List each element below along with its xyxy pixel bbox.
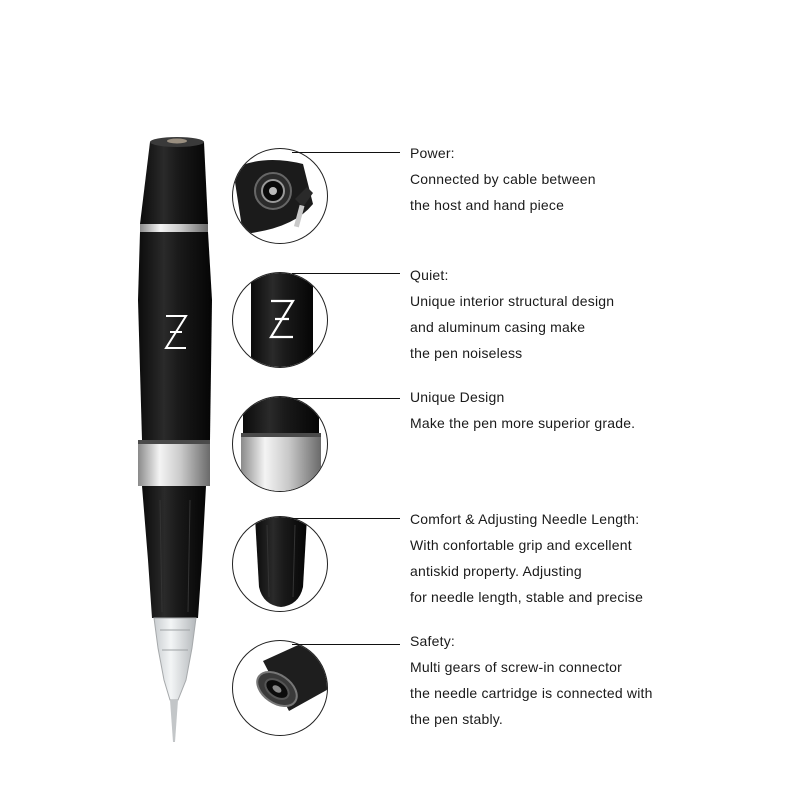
comfort-connector-line [292,518,400,519]
quiet-connector-line [292,273,400,274]
feature-text: Make the pen more superior grade. [410,415,636,431]
feature-title: Quiet: [410,267,449,283]
feature-text: the pen stably. [410,711,504,727]
feature-power [410,140,596,218]
feature-text: and aluminum casing make [410,319,586,335]
feature-text: Unique interior structural design [410,293,615,309]
quiet-detail-image [232,272,328,368]
feature-text: for needle length, stable and precise [410,589,644,605]
feature-safety [410,628,653,732]
feature-text: antiskid property. Adjusting [410,563,582,579]
feature-title: Unique Design [410,389,505,405]
feature-text: Connected by cable between [410,171,596,187]
safety-connector-line [292,644,400,645]
feature-design [410,384,635,436]
feature-title: Safety: [410,633,455,649]
power-detail-image [232,148,328,244]
feature-quiet [410,262,614,366]
design-detail-image [232,396,328,492]
feature-text: the needle cartridge is connected with [410,685,653,701]
feature-text: the host and hand piece [410,197,565,213]
comfort-detail-image [232,516,328,612]
feature-text: With confortable grip and excellent [410,537,632,553]
feature-comfort [410,506,643,610]
feature-title: Power: [410,145,455,161]
feature-text: Multi gears of screw-in connector [410,659,623,675]
power-connector-line [292,152,400,153]
feature-text: the pen noiseless [410,345,523,361]
design-connector-line [292,398,400,399]
feature-title: Comfort & Adjusting Needle Length: [410,511,640,527]
safety-detail-image [232,640,328,736]
